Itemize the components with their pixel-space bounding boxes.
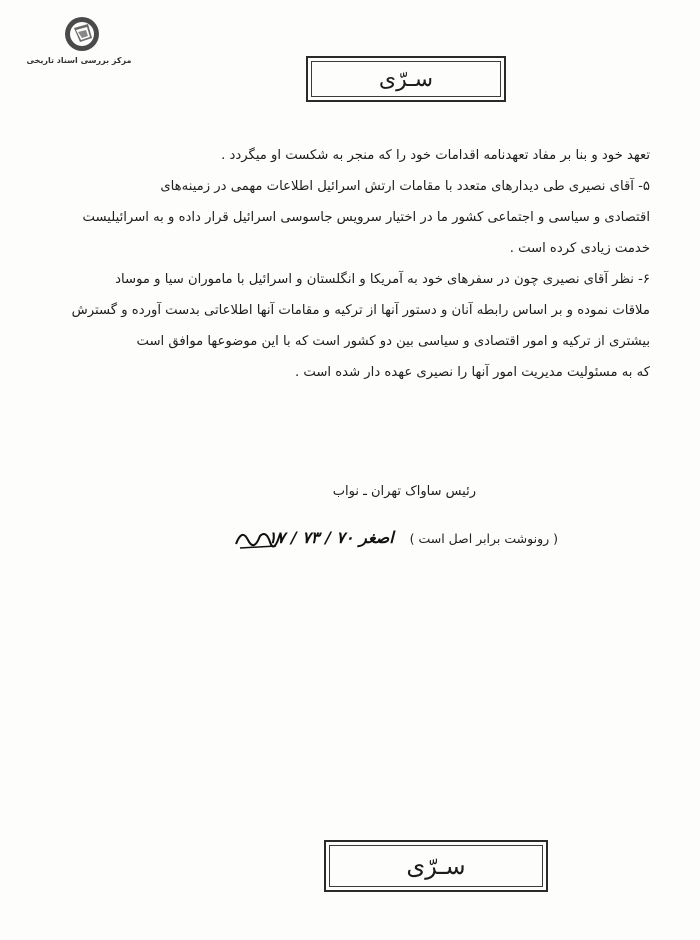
body-line: ۶- نظر آقای نصیری چون در سفرهای خود به آمریکا و انگلستان و اسرائیل با ماموران سیا و موساد <box>115 272 650 287</box>
signature-line: رئیس ساواک تهران ـ نواب <box>332 484 476 499</box>
classification-stamp-text: سـرّی <box>406 852 466 880</box>
classification-stamp-bottom <box>324 840 548 892</box>
classification-stamp-top <box>306 56 506 102</box>
archive-center-name: مرکز بررسی اسناد تاریخی <box>26 56 132 65</box>
body-line: بیشتری از ترکیه و امور اقتصادی و سیاسی بین دو کشور است که با این موضوعها موافق است <box>136 334 650 349</box>
archive-center-logo-icon <box>62 14 102 54</box>
body-line: تعهد خود و بنا بر مفاد تعهدنامه اقدامات خود را که منجر به شکست او میگردد . <box>221 148 650 163</box>
body-line: که به مسئولیت مدیریت امور آنها را نصیری عهده دار شده است . <box>295 365 650 380</box>
handwritten-reference: اصغر ۷۰ / ۷۳ / ۱۷ <box>268 528 394 547</box>
copy-reference-prefix: ( رونوشت برابر اصل است ) <box>409 531 558 546</box>
classification-stamp-text: سـرّی <box>378 66 434 92</box>
body-line: اقتصادی و سیاسی و اجتماعی کشور ما در اختیار سرویس جاسوسی اسرائیل قرار داده و به اسرائیلیست <box>82 210 650 225</box>
body-line: خدمت زیادی کرده است . <box>509 241 650 256</box>
body-line: ملاقات نموده و بر اساس رابطه آنان و دستور آنها از ترکیه و مقامات آنها اطلاعاتی بدست آورده و گسترش <box>71 303 650 318</box>
archive-logo <box>24 14 134 70</box>
document-body <box>40 140 650 388</box>
handwritten-signature-icon <box>232 522 282 552</box>
body-line: ۵- آقای نصیری طی دیدارهای متعدد با مقامات ارتش اسرائیل اطلاعات مهمی در زمینه‌های <box>160 179 650 194</box>
